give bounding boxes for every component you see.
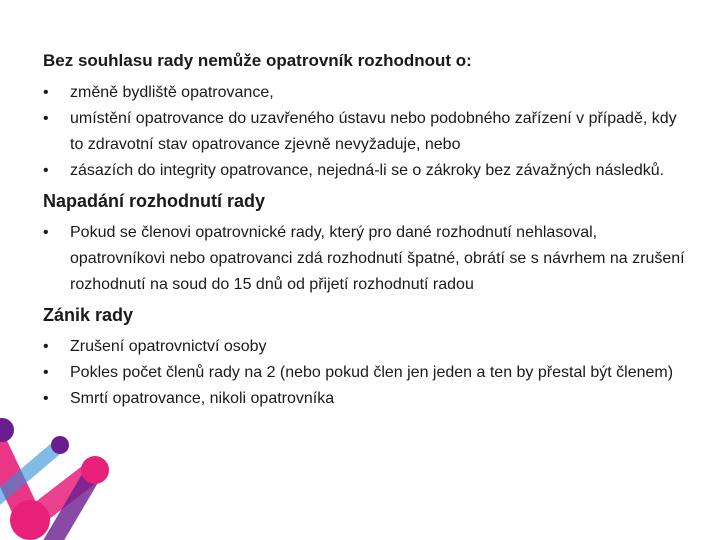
bullet-icon: • [43,162,49,179]
list-item [43,158,688,184]
list-item [43,360,688,386]
bullet-icon: • [43,84,49,101]
list-item [43,80,688,106]
bullet-list [43,220,688,298]
bullet-icon: • [43,390,49,407]
list-item-text: Smrtí opatrovance, nikoli opatrovníka [70,390,335,407]
bullet-icon: • [43,224,49,241]
list-item-text: zásazích do integrity opatrovance, nejedná-li se o zákroky bez závažných následků. [70,162,665,179]
list-item-text: Pokles počet členů rady na 2 (nebo pokud člen jen jeden a ten by přestal být členem) [70,364,674,381]
list-item [43,334,688,360]
bullet-icon: • [43,338,49,355]
bullet-icon: • [43,110,49,127]
section-heading: Zánik rady [43,305,134,325]
list-item-text: umístění opatrovance do uzavřeného ústavu nebo podobného zařízení v případě, kdy to zdravotní stav opatrovance zjevně nevyžaduje, nebo [70,110,677,153]
bullet-icon: • [43,364,49,381]
slide-content [43,50,688,418]
section-termination [43,304,688,412]
section-heading: Napadání rozhodnutí rady [43,191,266,211]
list-item [43,386,688,412]
bullet-list [43,80,688,184]
list-item-text: Pokud se členovi opatrovnické rady, který pro dané rozhodnutí nehlasoval, opatrovníkovi nebo opatrovanci zdá rozhodnutí špatné, obrátí se s návrhem na zrušení rozhodnutí na soud do 15 dnů od přijetí rozhodnutí radou [70,224,685,293]
bullet-list [43,334,688,412]
section-challenge [43,190,688,298]
section-consent [43,50,688,184]
list-item-text: Zrušení opatrovnictví osoby [70,338,267,355]
list-item [43,220,688,298]
list-item [43,106,688,158]
list-item-text: změně bydliště opatrovance, [70,84,274,101]
section-heading: Bez souhlasu rady nemůže opatrovník rozhodnout o: [43,51,472,70]
